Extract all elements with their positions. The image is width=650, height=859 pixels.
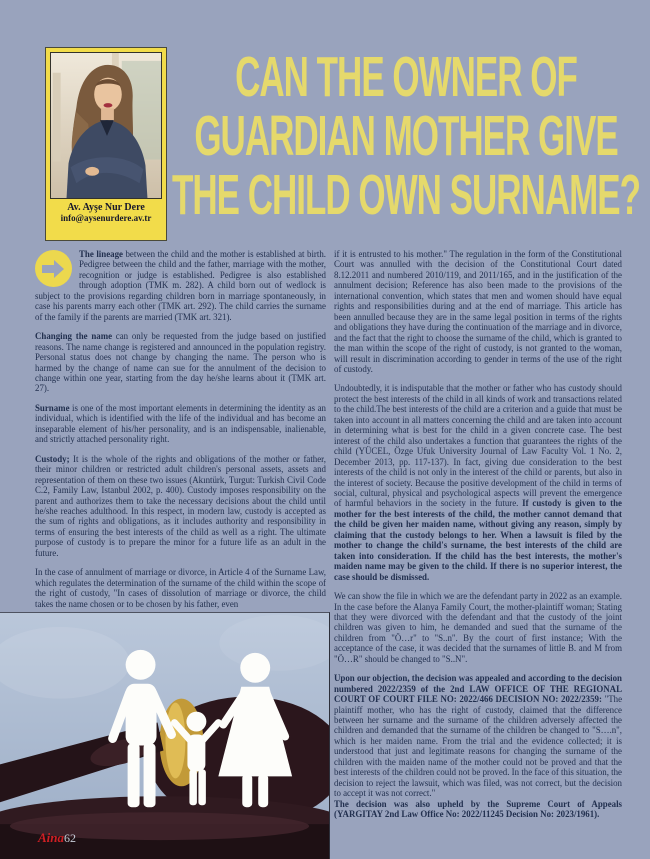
paragraph: We can show the file in which we are the defendant party in 2022 as an example. In the case before the Alanya Family Court, the mother-plaintiff woman; Stating that they were divorced with the defendant and that the custody of the joint children was given to him, he demanded and sued that the surname of the children from "Ö…r" to "S..n". By the court of first instance; With the acceptance of the case, it was decided that the surnames of little B. and M from "Ö…R" should be changed to "S..N". — [334, 591, 622, 664]
paragraph: Upon our objection, the decision was appealed and according to the decision numbered 2022/2359 of the 2nd LAW OFFICE OF THE REGIONAL COURT OF COURT FILE NO: 2022/466 DECISION NO: 2022/2359: "The plaintiff mother, who has the right of custody, claimed that the difference between her surname and the surname of the children adversely affected the children and demanded that the surname of the children be changed to "S….n", which is her maiden name. From the trial and the evidence collected; it is understood that just and legitimate reasons for changing the surname of the children with the maiden name of the mother could not be proved and that the best interests of the children could not be proved. In the face of this situation, the decision to reject the lawsuit, which was filed, was not correct, but the decision to accept it was not correct." The decision was also upheld by the Supreme Court of Appeals (YARGITAY 2nd Law Office No: 2022/11245 Decision No: 2023/1961). — [334, 673, 622, 820]
page-title — [168, 46, 644, 228]
portrait-illustration — [51, 53, 161, 198]
title-line-1: CAN THE OWNER OF — [235, 46, 577, 110]
paragraph: Undoubtedly, it is indisputable that the mother or father who has custody should protect the best interests of the child in all kinds of work and transactions related to the child.The best interests of the child are a criterion and a guide that must be taken into account in all matters concerning the child and are taken into account in determining what is best for the child in a given concrete case. The best interest of the child also undertakes a function that guarantees the rights of the child (YÜCEL, Özge Ufuk University Journal of Law Faculty Vol. 1 No. 2, December 2013, pp. 117-137). In fact, giving due consideration to the best interests of the child is not only in the interest of the child or parents, but also in the interest of society. Because the positive development of the child in terms of social, cultural, physical and psychological aspects will prevent the emergence of harmful behaviors in the society in the future. If custody is given to the mother for the best interests of the child, the mother cannot demand that the child be given her maiden name, without giving any reason, simply by claiming that the custody belongs to her. When a lawsuit is filed by the mother to change the child's surname, the best interests of the child are taken into consideration. If the child has the best interests, the mother's maiden name may be given to the child. If there is no superior interest, the case should be dismissed. — [334, 383, 622, 582]
right-column — [334, 249, 622, 841]
magazine-brand — [38, 831, 76, 845]
title-line-3: THE CHILD OWN SURNAME? — [172, 164, 640, 228]
title-line-2: GUARDIAN MOTHER GIVE — [194, 105, 618, 169]
author-portrait — [50, 52, 162, 199]
paragraph: Custody; It is the whole of the rights and obligations of the mother or father, their minor children or restricted adult children's personal assets, assets and representation of them on these two issues (Akıntürk, Turgut: Turkish Civil Code C.2, Family Law, Istanbul 2002, p. 400). Custody imposes responsibility on the parent and authorizes them to take the necessary decisions about the child until he/she reaches adulthood. In this respect, in modern law, custody is accepted as the sum of rights and obligations, as it includes authority and responsibility in terms of ensuring the best interests of the child as well as a right. The ultimate purpose of custody is to prepare the minor for a future life as an adult in the future. — [35, 453, 326, 558]
paragraph: The lineage between the child and the mother is established at birth. Pedigree between the child and the father, marriage with the mother, recognition or judge is established. Pedigree is also established through adoption (TMK m. 282). A child born out of wedlock is subject to the provisions regarding children born in marriage spontaneously, in case his parents marry each other (TMK art. 292). The child carries the surname of the family if the parents are married (TMK art. 321). — [35, 249, 326, 322]
arrow-icon — [35, 250, 72, 287]
left-column — [35, 249, 326, 610]
family-gavel-illustration — [0, 613, 329, 859]
paragraph: Changing the name can only be requested from the judge based on justified reasons. The name change is registered and announced in the population registry. Personal status does not change by changing the name. The person who is harmed by the change of name can sue for the annulment of the decision to change within one year, starting from the day he/she learns about it (TMK art. 27). — [35, 331, 326, 394]
author-card — [45, 47, 167, 241]
paragraph: Surname is one of the most important elements in determining the identity as an individual, which is identified with the life of the individual and has become an inseparable element of his/her personality, and is an indispensable, inalienable, and strictly attached personality right. — [35, 402, 326, 445]
page-number: 62 — [64, 831, 77, 845]
magazine-logo: Aina — [38, 830, 65, 845]
family-gavel-photo — [0, 612, 330, 859]
paragraph: if it is entrusted to his mother." The regulation in the form of the Constitutional Court was annulled with the decision of the Constitutional Court dated 8.12.2011 and numbered 2010/119, and 2011/165, and in the justification of the annulment decision; Reference has also been made to the provisions of the international convention, which states that men and women should have equal rights and responsibilities during and at the end of marriage. This article has been annulled because they are in the same legal position in terms of the rights and obligations they have during the continuation of the marriage and in divorce, and the fact that the right to choose the surname of the child, which is granted to the man within the scope of the right of custody, is not granted to the woman, will result in discrimination according to gender in terms of the use of the right of custody. — [334, 249, 622, 374]
paragraph: In the case of annulment of marriage or divorce, in Article 4 of the Surname Law, which regulates the determination of the surname of the child within the scope of the right of custody, "In cases of dissolution of marriage or divorce, the child takes the name chosen or to be chosen by his father, even — [35, 567, 326, 609]
author-caption — [50, 199, 162, 224]
author-email: info@aysenurdere.av.tr — [60, 213, 152, 223]
author-name: Av. Ayşe Nur Dere — [67, 202, 145, 213]
